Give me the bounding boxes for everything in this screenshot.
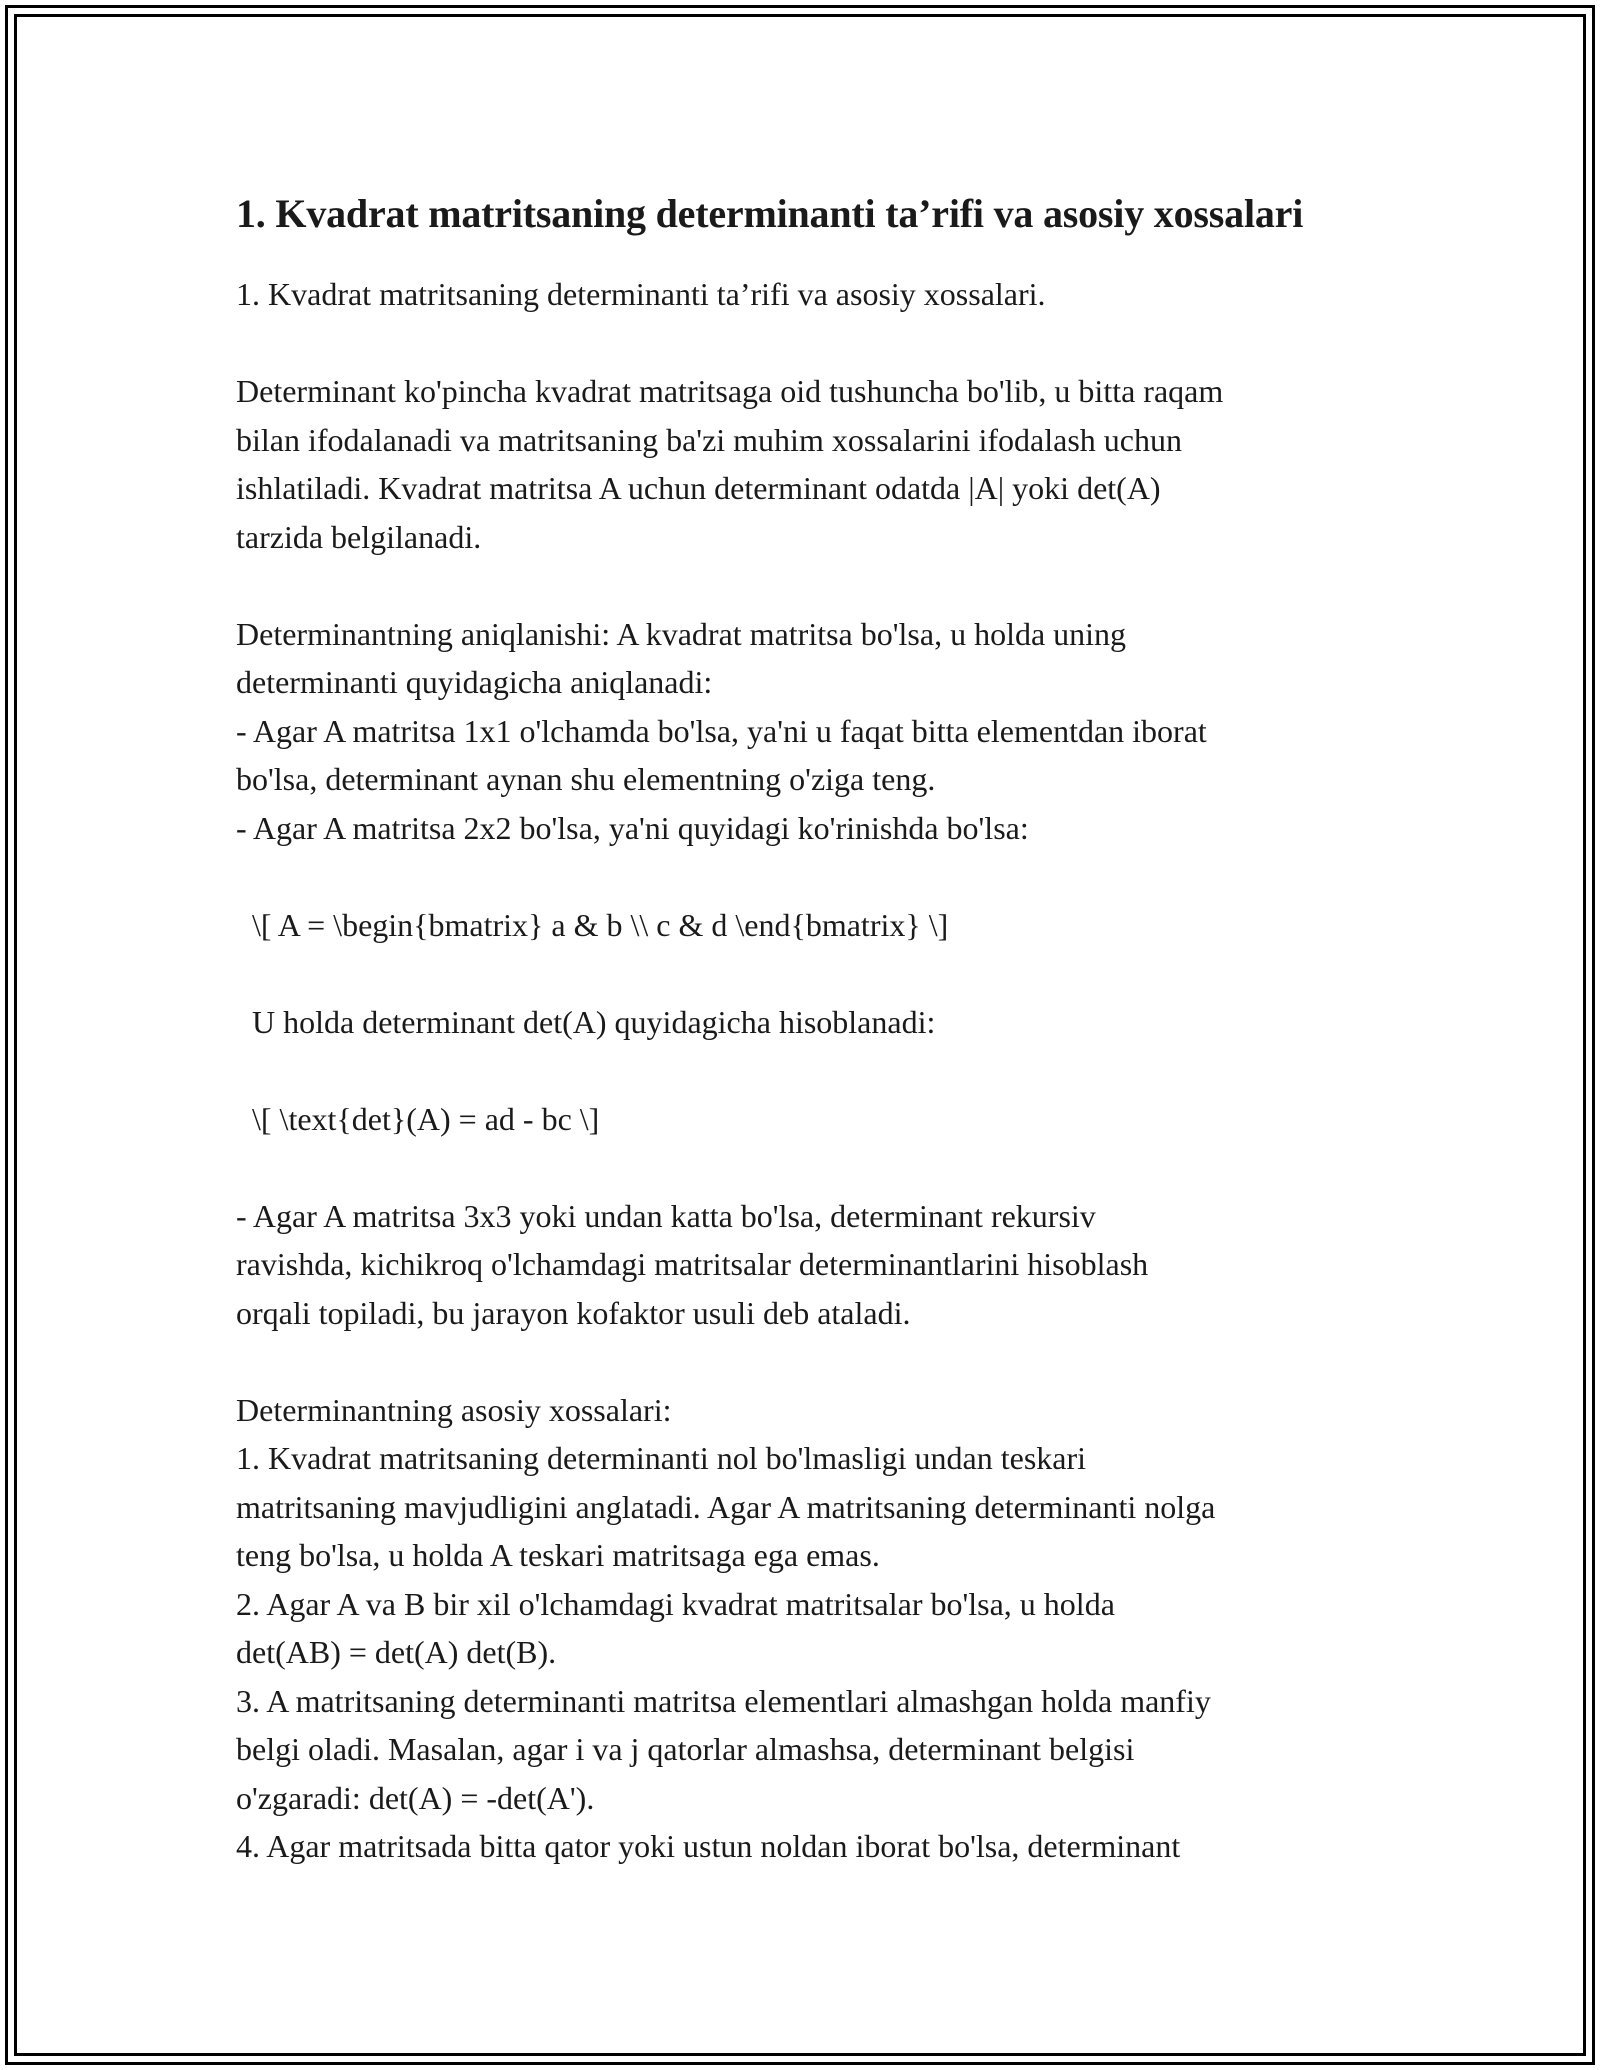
formula-matrix: \[ A = \begin{bmatrix} a & b \\ c & d \end{bmatrix} \]	[252, 906, 949, 943]
spacer	[236, 949, 1386, 998]
spacer	[236, 561, 1386, 610]
document-subtitle: 1. Kvadrat matritsaning determinanti ta’rifi va asosiy xossalari.	[236, 276, 1046, 312]
document-body	[236, 184, 1386, 1871]
properties-list: Determinantning asosiy xossalari: 1. Kvadrat matritsaning determinanti nol bo'lmasligi undan teskari matritsaning mavjudligini anglatadi. Agar A matritsaning determinanti nolga teng bo'lsa, u holda A teskari matritsaga ega emas. 2. Agar A va B bir xil o'lchamdagi kvadrat matritsalar bo'lsa, u holda det(AB) = det(A) det(B). 3. A matritsaning determinanti matritsa elementlari almashgan holda manfiy belgi oladi. Masalan, agar i va j qatorlar almashsa, determinant belgisi o'zgaradi: det(A) = -det(A'). 4. Agar matritsada bitta qator yoki ustun noldan iborat bo'lsa, determinant	[236, 1391, 1216, 1864]
recursive-paragraph: - Agar A matritsa 3x3 yoki undan katta bo'lsa, determinant rekursiv ravishda, kichikroq o'lchamdagi matritsalar determinantlarini hisoblash orqali topiladi, bu jarayon kofaktor usuli deb ataladi.	[236, 1197, 1149, 1331]
document-title: 1. Kvadrat matritsaning determinanti ta’rifi va asosiy xossalari	[236, 191, 1304, 236]
spacer	[236, 1046, 1386, 1095]
formula-intro: U holda determinant det(A) quyidagicha hisoblanadi:	[252, 1003, 936, 1040]
spacer	[236, 1143, 1386, 1192]
definition-paragraph: Determinantning aniqlanishi: A kvadrat matritsa bo'lsa, u holda uning determinanti quyidagicha aniqlanadi: - Agar A matritsa 1x1 o'lchamda bo'lsa, ya'ni u faqat bitta elementdan iborat bo'lsa, determinant aynan shu elementning o'ziga teng. - Agar A matritsa 2x2 bo'lsa, ya'ni quyidagi ko'rinishda bo'lsa:	[236, 615, 1207, 846]
spacer	[236, 1337, 1386, 1386]
intro-paragraph: Determinant ko'pincha kvadrat matritsaga oid tushuncha bo'lib, u bitta raqam bilan ifodalanadi va matritsaning ba'zi muhim xossalarini ifodalash uchun ishlatiladi. Kvadrat matritsa A uchun determinant odatda |A| yoki det(A) tarzida belgilanadi.	[236, 373, 1224, 555]
formula-det: \[ \text{det}(A) = ad - bc \]	[252, 1100, 600, 1137]
spacer	[236, 319, 1386, 368]
spacer	[236, 852, 1386, 901]
